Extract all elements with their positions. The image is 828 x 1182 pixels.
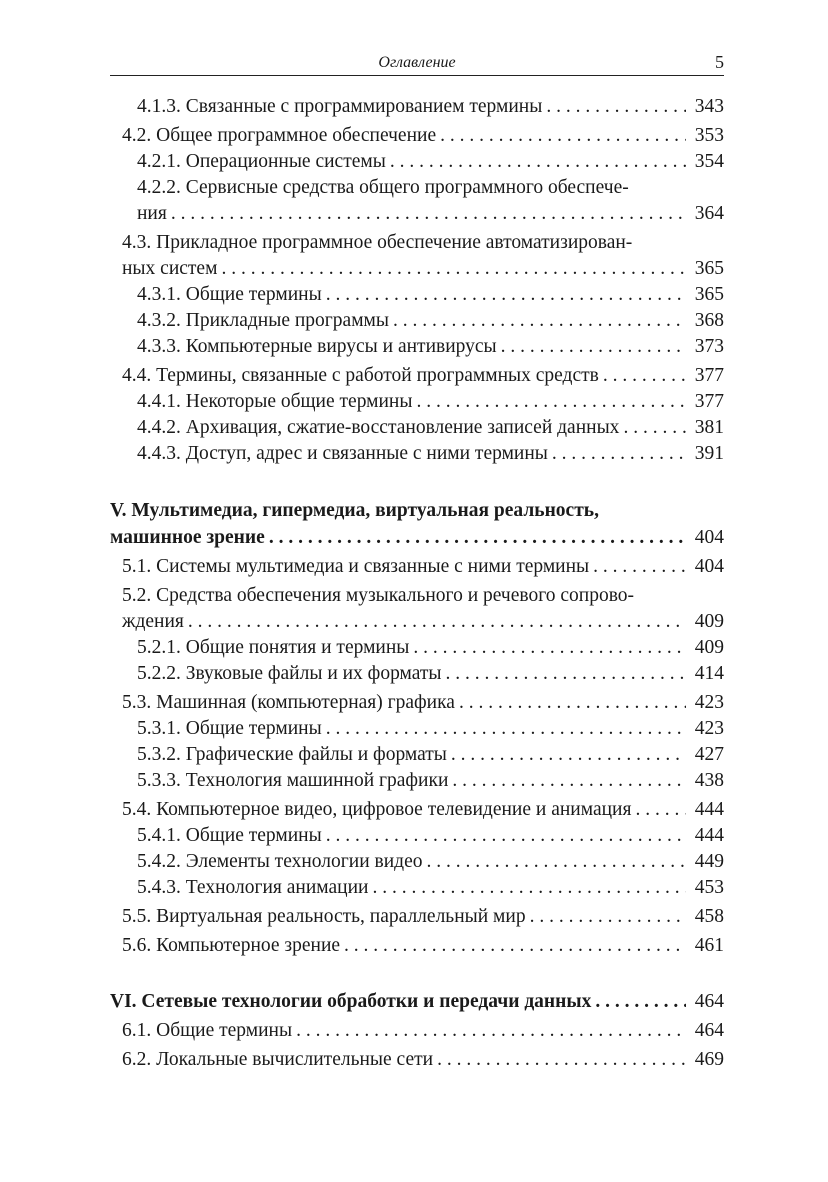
dot-leader (393, 308, 686, 334)
toc-entry-title: 6.1. Общие термины (122, 1020, 293, 1041)
toc-entry (110, 282, 724, 308)
dot-leader (452, 768, 686, 794)
toc-entry (110, 1047, 724, 1073)
dot-leader (530, 904, 686, 930)
toc-entry-page: 404 (694, 527, 724, 548)
dot-leader (269, 524, 686, 551)
toc-entry-title: 5.1. Системы мультимедиа и связанные с ними термины (122, 556, 590, 577)
toc-entry (110, 768, 724, 794)
toc-entry-title: ных систем (122, 258, 218, 279)
toc-entry-title: 5.3. Машинная (компьютерная) графика (122, 692, 455, 713)
toc-entry-title: 5.4.3. Технология анимации (137, 877, 369, 898)
toc-entry (110, 175, 724, 227)
header-rule (110, 75, 724, 76)
toc-entry (110, 389, 724, 415)
dot-leader (437, 1047, 686, 1073)
toc-entry (110, 904, 724, 930)
dot-leader (416, 389, 686, 415)
dot-leader (593, 554, 686, 580)
toc-entry-title: 5.6. Компьютерное зрение (122, 935, 341, 956)
toc-entry-title: 4.3.3. Компьютерные вирусы и антивирусы (137, 336, 497, 357)
running-title: Оглавление (378, 54, 456, 71)
dot-leader (372, 875, 686, 901)
dot-leader (326, 282, 686, 308)
toc-entry-page: 381 (694, 417, 724, 438)
toc-entry-title: ждения (122, 611, 184, 632)
toc-entry-page: 365 (694, 258, 724, 279)
dot-leader (546, 94, 686, 120)
toc-entry-page: 453 (694, 877, 724, 898)
toc-entry-page: 414 (694, 663, 724, 684)
dot-leader (188, 609, 686, 635)
toc-entry-page: 377 (694, 391, 724, 412)
dot-leader (446, 661, 686, 687)
toc-entry-title: 5.4. Компьютерное видео, цифровое телевидение и анимация (122, 799, 632, 820)
dot-leader (501, 334, 686, 360)
toc-entry (110, 123, 724, 149)
toc-entry-title-line1: 4.3. Прикладное программное обеспечение автоматизирован- (122, 232, 633, 253)
toc-entry-title: 6.2. Локальные вычислительные сети (122, 1049, 434, 1070)
dot-leader (552, 441, 686, 467)
toc-entry-page: 391 (694, 443, 724, 464)
table-of-contents (110, 94, 724, 1073)
toc-entry-page: 449 (694, 851, 724, 872)
toc-entry-page: 373 (694, 336, 724, 357)
toc-entry-title: 4.1.3. Связанные с программированием термины (137, 96, 543, 117)
toc-entry (110, 635, 724, 661)
toc-entry-page: 409 (694, 611, 724, 632)
toc-entry-title: 5.2.1. Общие понятия и термины (137, 637, 410, 658)
toc-entry-page: 444 (694, 799, 724, 820)
toc-entry-title: 5.3.2. Графические файлы и форматы (137, 744, 447, 765)
toc-entry (110, 363, 724, 389)
toc-entry (110, 554, 724, 580)
toc-entry (110, 441, 724, 467)
toc-entry-page: 423 (694, 692, 724, 713)
toc-entry (110, 875, 724, 901)
dot-leader (296, 1018, 686, 1044)
toc-entry-title: 5.4.2. Элементы технологии видео (137, 851, 423, 872)
toc-entry-page: 464 (694, 1020, 724, 1041)
dot-leader (413, 635, 686, 661)
toc-entry-page: 444 (694, 825, 724, 846)
toc-entry-page: 464 (694, 991, 724, 1012)
toc-entry-page: 427 (694, 744, 724, 765)
toc-entry-page: 409 (694, 637, 724, 658)
toc-entry (110, 149, 724, 175)
toc-entry-page: 423 (694, 718, 724, 739)
toc-entry-page: 354 (694, 151, 724, 172)
toc-entry (110, 94, 724, 120)
toc-entry-page: 461 (694, 935, 724, 956)
toc-entry-title: 4.3.2. Прикладные программы (137, 310, 389, 331)
dot-leader (326, 716, 686, 742)
toc-entry-page: 365 (694, 284, 724, 305)
toc-entry-title: ния (137, 203, 167, 224)
toc-entry-title: 4.4. Термины, связанные с работой программных средств (122, 365, 599, 386)
running-header (110, 52, 724, 76)
toc-entry-title-line1: 4.2.2. Сервисные средства общего программного обеспече- (137, 177, 629, 198)
toc-entry-title-line1: V. Мультимедиа, гипермедиа, виртуальная реальность, (110, 500, 599, 521)
toc-entry (110, 308, 724, 334)
toc-part-entry (110, 989, 724, 1015)
toc-entry (110, 823, 724, 849)
dot-leader (635, 797, 686, 823)
toc-entry (110, 690, 724, 716)
dot-leader (459, 690, 686, 716)
toc-entry-title: 5.3.3. Технология машинной графики (137, 770, 449, 791)
toc-entry (110, 933, 724, 959)
toc-entry (110, 1018, 724, 1044)
toc-entry-title: 5.4.1. Общие термины (137, 825, 322, 846)
dot-leader (603, 363, 686, 389)
toc-entry (110, 797, 724, 823)
toc-entry-title: VI. Сетевые технологии обработки и передачи данных (110, 991, 592, 1012)
toc-entry-page: 458 (694, 906, 724, 927)
toc-entry-title: 4.2.1. Операционные системы (137, 151, 386, 172)
toc-entry-title: 4.4.1. Некоторые общие термины (137, 391, 413, 412)
toc-entry (110, 661, 724, 687)
toc-entry-title: машинное зрение (110, 527, 265, 548)
toc-entry (110, 716, 724, 742)
toc-entry-page: 343 (694, 96, 724, 117)
toc-entry-title: 4.3.1. Общие термины (137, 284, 322, 305)
page-number: 5 (715, 52, 724, 72)
toc-entry-title: 4.4.3. Доступ, адрес и связанные с ними термины (137, 443, 548, 464)
toc-entry-title: 5.2.2. Звуковые файлы и их форматы (137, 663, 442, 684)
toc-entry-title: 5.3.1. Общие термины (137, 718, 322, 739)
toc-entry-page: 377 (694, 365, 724, 386)
toc-entry-page: 404 (694, 556, 724, 577)
toc-entry (110, 849, 724, 875)
toc-part-entry (110, 497, 724, 551)
toc-entry-page: 364 (694, 203, 724, 224)
dot-leader (326, 823, 686, 849)
toc-entry (110, 334, 724, 360)
toc-entry-page: 469 (694, 1049, 724, 1070)
toc-entry-title-line1: 5.2. Средства обеспечения музыкального и речевого сопрово- (122, 585, 635, 606)
dot-leader (344, 933, 686, 959)
toc-entry-title: 4.4.2. Архивация, сжатие-восстановление записей данных (137, 417, 620, 438)
dot-leader (623, 415, 686, 441)
toc-entry-page: 368 (694, 310, 724, 331)
dot-leader (390, 149, 686, 175)
dot-leader (221, 256, 686, 282)
toc-entry-page: 353 (694, 125, 724, 146)
toc-entry-page: 438 (694, 770, 724, 791)
dot-leader (171, 201, 686, 227)
dot-leader (440, 123, 686, 149)
dot-leader (426, 849, 686, 875)
toc-entry (110, 230, 724, 282)
toc-entry (110, 583, 724, 635)
toc-entry-title: 5.5. Виртуальная реальность, параллельный мир (122, 906, 526, 927)
toc-entry (110, 415, 724, 441)
dot-leader (451, 742, 686, 768)
toc-entry (110, 742, 724, 768)
dot-leader (595, 989, 686, 1015)
toc-entry-title: 4.2. Общее программное обеспечение (122, 125, 437, 146)
